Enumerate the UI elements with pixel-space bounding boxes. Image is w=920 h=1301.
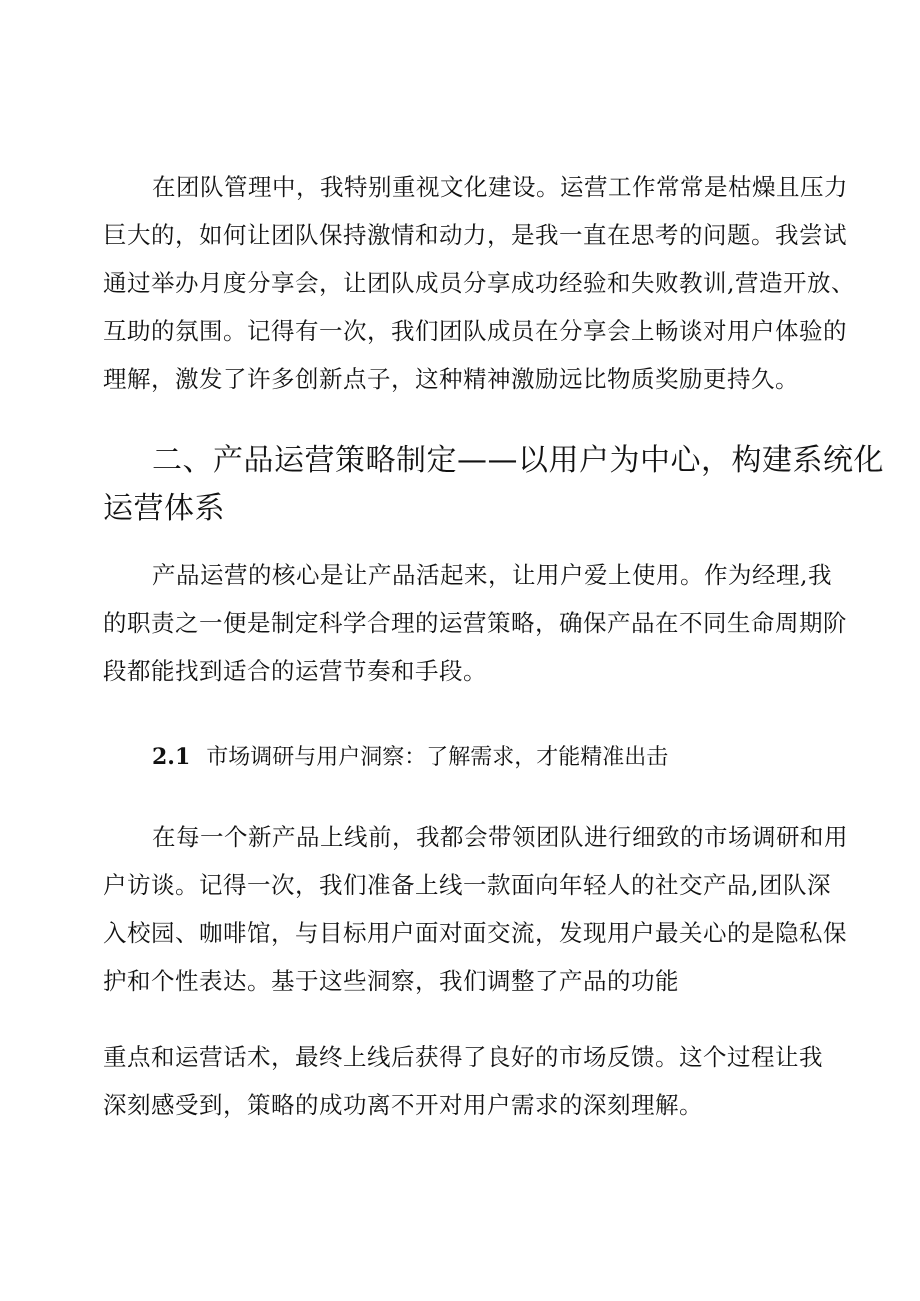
paragraph-line: 理解，激发了许多创新点子，这种精神激励远比物质奖励更持久。	[103, 365, 799, 393]
paragraph-line: 通过举办月度分享会，让团队成员分享成功经验和失败教训,营造开放、	[103, 269, 855, 297]
paragraph-line: 在每一个新产品上线前，我都会带领团队进行细致的市场调研和用	[152, 823, 848, 851]
paragraph-line: 段都能找到适合的运营节奏和手段。	[103, 657, 487, 685]
subsection-number: 2.1	[152, 744, 191, 770]
section-heading-line: 二、产品运营策略制定——以用户为中心，构建系统化	[152, 443, 884, 478]
paragraph-line: 护和个性表达。基于这些洞察，我们调整了产品的功能	[103, 967, 679, 995]
paragraph-line: 的职责之一便是制定科学合理的运营策略，确保产品在不同生命周期阶	[103, 609, 847, 637]
paragraph-line: 产品运营的核心是让产品活起来，让用户爱上使用。作为经理,我	[152, 561, 832, 589]
paragraph-line: 户访谈。记得一次，我们准备上线一款面向年轻人的社交产品,团队深	[103, 871, 831, 899]
section-heading-line: 运营体系	[103, 491, 225, 526]
paragraph-line: 巨大的，如何让团队保持激情和动力，是我一直在思考的问题。我尝试	[103, 221, 847, 249]
paragraph-line: 在团队管理中，我特别重视文化建设。运营工作常常是枯燥且压力	[152, 173, 848, 201]
paragraph-line: 重点和运营话术，最终上线后获得了良好的市场反馈。这个过程让我	[103, 1043, 823, 1071]
paragraph-line: 互助的氛围。记得有一次，我们团队成员在分享会上畅谈对用户体验的	[103, 317, 847, 345]
subsection-title: 市场调研与用户洞察：了解需求，才能精准出击	[206, 745, 669, 770]
paragraph-line: 深刻感受到，策略的成功离不开对用户需求的深刻理解。	[103, 1091, 703, 1119]
paragraph-line: 入校园、咖啡馆，与目标用户面对面交流，发现用户最关心的是隐私保	[103, 919, 847, 947]
subsection-heading	[152, 742, 668, 773]
